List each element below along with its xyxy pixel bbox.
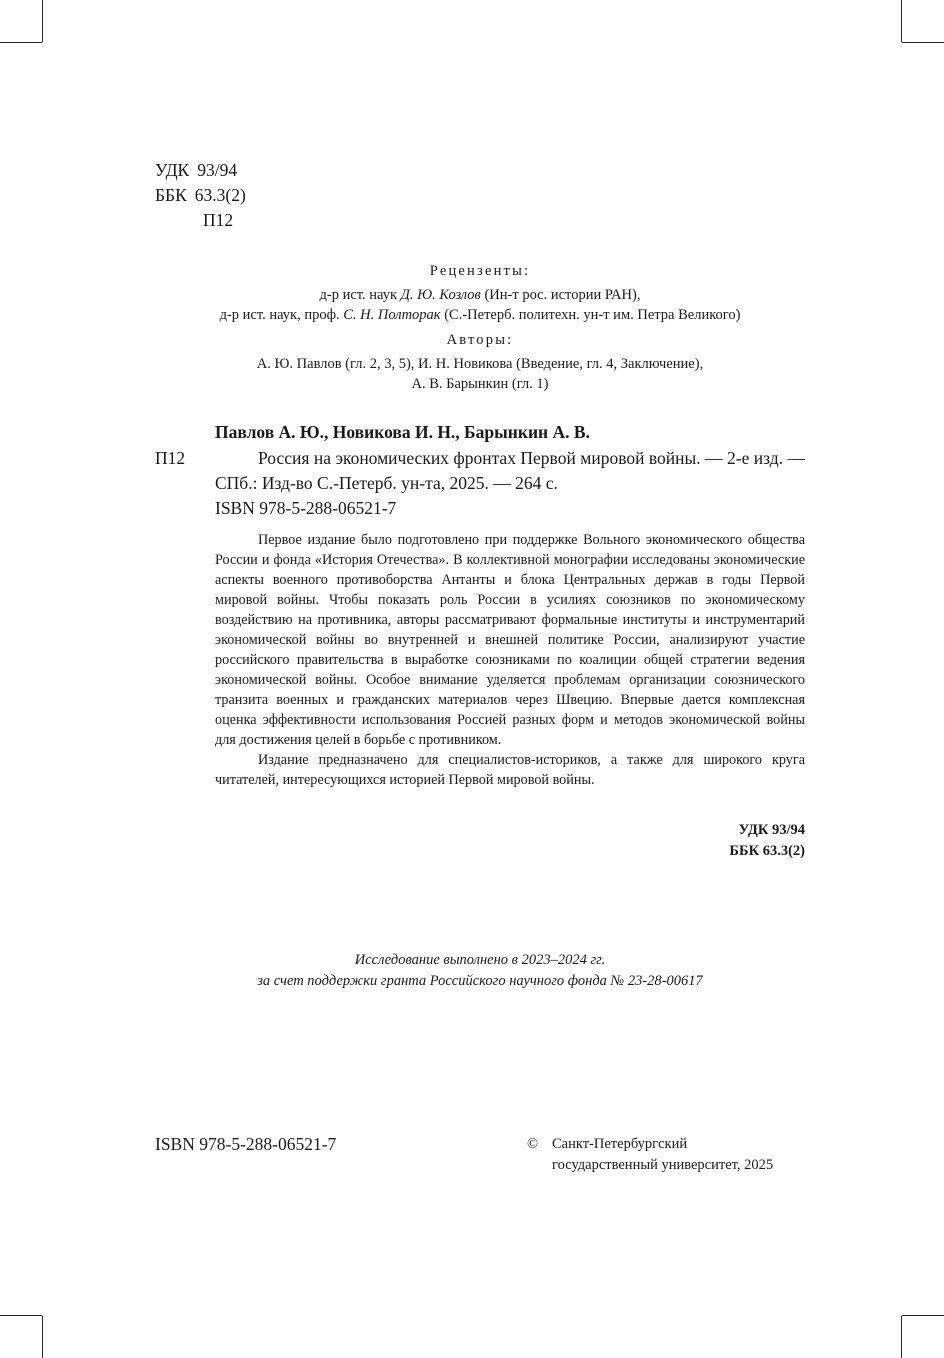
bibliographic-description xyxy=(215,446,805,521)
copyright-holder: Санкт-Петербургский xyxy=(552,1136,688,1152)
udk-label: УДК xyxy=(155,160,190,180)
authors-line: А. Ю. Павлов (гл. 2, 3, 5), И. Н. Новикова (Введение, гл. 4, Заключение), xyxy=(256,356,704,372)
classification-codes-right xyxy=(600,820,805,862)
copyright-notice xyxy=(527,1134,773,1176)
bbk-code xyxy=(155,183,246,208)
footer-isbn: ISBN 978-5-288-06521-7 xyxy=(155,1134,337,1154)
classification-codes xyxy=(155,158,246,233)
grant-line: за счет поддержки гранта Российского научного фонда № 23-28-00617 xyxy=(257,973,703,989)
crop-mark xyxy=(42,1316,43,1358)
reviewer-degree: д-р ист. наук xyxy=(319,287,401,303)
reviewer-degree: д-р ист. наук, проф. xyxy=(219,307,344,323)
bbk-code-right: ББК 63.3(2) xyxy=(729,843,805,859)
reviewer-line xyxy=(120,305,840,325)
title-description: Россия на экономических фронтах Первой мировой войны. — 2-е изд. — СПб.: Изд-во С.-Петерб. ун-та, 2025. — 264 с. xyxy=(215,448,805,493)
reviewer-affiliation: (Ин-т рос. истории РАН), xyxy=(480,287,641,303)
annotation xyxy=(215,530,805,790)
udk-code-right: УДК 93/94 xyxy=(738,822,805,838)
crop-mark xyxy=(0,1315,42,1316)
bbk-label: ББК xyxy=(155,185,187,205)
udk-value: 93/94 xyxy=(197,160,238,180)
reviewers-block xyxy=(120,261,840,325)
authors-heading: Авторы: xyxy=(446,332,514,348)
author-mark: П12 xyxy=(203,210,234,230)
crop-mark xyxy=(902,1315,944,1316)
isbn-line: ISBN 978-5-288-06521-7 xyxy=(215,498,397,518)
crop-mark xyxy=(902,42,944,43)
grant-note xyxy=(120,950,840,992)
reviewer-name: С. Н. Полторак xyxy=(343,307,441,323)
crop-mark xyxy=(901,0,902,42)
grant-line: Исследование выполнено в 2023–2024 гг. xyxy=(354,952,606,968)
reviewer-affiliation: (С.-Петерб. политехн. ун-т им. Петра Великого) xyxy=(440,307,741,323)
authors-block xyxy=(120,330,840,394)
annotation-paragraph: Издание предназначено для специалистов-историков, а также для широкого круга читателей, интересующихся историей Первой мировой войны. xyxy=(215,752,805,788)
copyright-icon: © xyxy=(527,1136,539,1152)
copyright-holder-line2: государственный университет, 2025 xyxy=(552,1157,774,1173)
udk-code xyxy=(155,158,246,183)
bibliographic-mark: П12 xyxy=(155,448,186,468)
annotation-paragraph: Первое издание было подготовлено при поддержке Вольного экономического общества России и фонда «История Отечества». В коллективной монографии исследованы экономические аспекты военного противоборства Антанты и блока Центральных держав в годы Первой мировой войны. Чтобы показать роль России в усилиях союзников по экономическому воздействию на противника, авторы рассматривают формальные институты и инструментарий экономической войны во внутренней и внешней политике России, анализируют участие российского правительства в выработке союзниками по коалиции общей стратегии ведения экономической войны. Особое внимание уделяется проблемам организации союзнического транзита военных и гражданских материалов через Швецию. Впервые дается комплексная оценка эффективности использования Россией разных форм и методов экономической войны для достижения целей в борьбе с противником. xyxy=(215,532,805,748)
authors-line: А. В. Барынкин (гл. 1) xyxy=(411,376,549,392)
crop-mark xyxy=(0,42,42,43)
crop-mark xyxy=(42,0,43,42)
bibliographic-authors: Павлов А. Ю., Новикова И. Н., Барынкин А. В. xyxy=(215,422,590,442)
reviewer-line xyxy=(120,285,840,305)
reviewers-heading: Рецензенты: xyxy=(429,263,531,279)
crop-mark xyxy=(901,1316,902,1358)
reviewer-name: Д. Ю. Козлов xyxy=(400,287,481,303)
bbk-value: 63.3(2) xyxy=(194,185,246,205)
